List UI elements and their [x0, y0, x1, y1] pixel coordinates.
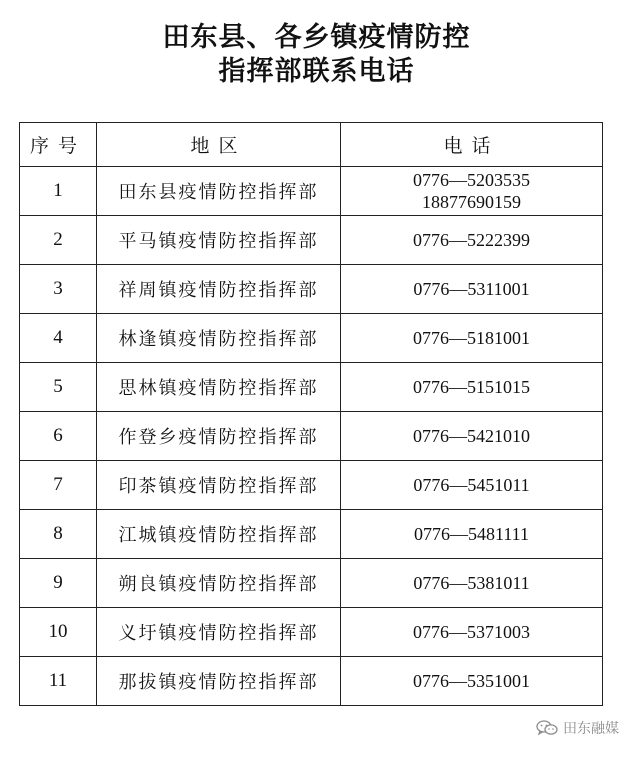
table-row	[20, 216, 603, 265]
phone-number: 0776—5481111	[414, 524, 529, 544]
row-area: 印茶镇疫情防控指挥部	[97, 461, 341, 510]
row-number: 6	[20, 412, 97, 461]
row-area: 作登乡疫情防控指挥部	[97, 412, 341, 461]
row-area: 田东县疫情防控指挥部	[97, 167, 341, 216]
phone-number: 0776—5351001	[413, 671, 530, 691]
row-area: 林逢镇疫情防控指挥部	[97, 314, 341, 363]
page-title-line1: 田东县、各乡镇疫情防控	[162, 22, 471, 53]
header-phone: 电话	[341, 123, 603, 167]
wechat-icon	[536, 720, 558, 736]
row-phone	[341, 608, 603, 657]
row-area: 朔良镇疫情防控指挥部	[97, 559, 341, 608]
row-number: 7	[20, 461, 97, 510]
table-row	[20, 412, 603, 461]
phone-number: 0776—5151015	[413, 377, 530, 397]
row-area: 义圩镇疫情防控指挥部	[97, 608, 341, 657]
row-number: 10	[20, 608, 97, 657]
row-phone	[341, 657, 603, 706]
row-area: 思林镇疫情防控指挥部	[97, 363, 341, 412]
contact-table	[19, 122, 603, 706]
table-row	[20, 608, 603, 657]
row-area: 祥周镇疫情防控指挥部	[97, 265, 341, 314]
row-phone	[341, 363, 603, 412]
row-number: 8	[20, 510, 97, 559]
row-phone	[341, 412, 603, 461]
table-row	[20, 363, 603, 412]
phone-number: 0776—5451011	[413, 475, 530, 495]
page-title-line2: 指挥部联系电话	[218, 56, 415, 87]
header-number: 序号	[20, 123, 97, 167]
row-area: 平马镇疫情防控指挥部	[97, 216, 341, 265]
row-number: 11	[20, 657, 97, 706]
row-area: 那拔镇疫情防控指挥部	[97, 657, 341, 706]
row-number: 2	[20, 216, 97, 265]
row-phone	[341, 461, 603, 510]
table-row	[20, 510, 603, 559]
phone-number: 0776—5381011	[413, 573, 530, 593]
row-phone	[341, 510, 603, 559]
phone-number: 0776—5311001	[413, 279, 530, 299]
row-number: 5	[20, 363, 97, 412]
table-body	[20, 167, 603, 706]
row-phone	[341, 559, 603, 608]
phone-number: 0776—5421010	[413, 426, 530, 446]
phone-number: 0776—5222399	[413, 230, 530, 250]
phone-number: 0776—5371003	[413, 622, 530, 642]
row-number: 9	[20, 559, 97, 608]
watermark	[536, 718, 619, 738]
table-row	[20, 167, 603, 216]
row-phone	[341, 314, 603, 363]
row-area: 江城镇疫情防控指挥部	[97, 510, 341, 559]
header-area: 地区	[97, 123, 341, 167]
phone-number: 0776—5181001	[413, 328, 530, 348]
table-row	[20, 559, 603, 608]
phone-number: 0776—5203535	[413, 170, 530, 190]
phone-number: 18877690159	[422, 192, 521, 212]
table-header-row	[20, 123, 603, 167]
row-number: 1	[20, 167, 97, 216]
row-phone	[341, 167, 603, 216]
table-row	[20, 265, 603, 314]
table-row	[20, 461, 603, 510]
watermark-text: 田东融媒	[563, 721, 619, 737]
table-row	[20, 314, 603, 363]
row-number: 3	[20, 265, 97, 314]
row-number: 4	[20, 314, 97, 363]
row-phone	[341, 265, 603, 314]
table-row	[20, 657, 603, 706]
row-phone	[341, 216, 603, 265]
